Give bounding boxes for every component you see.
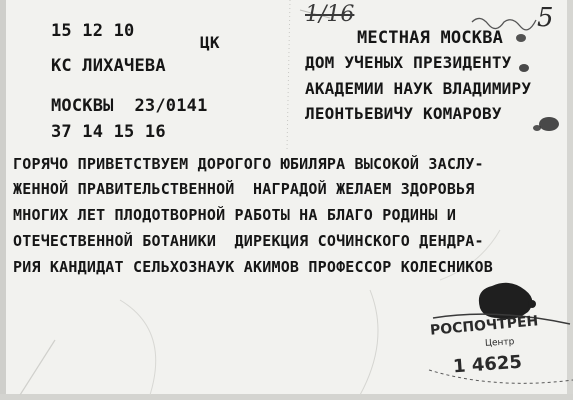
- message-line-4: ОТЕЧЕСТВЕННОЙ БОТАНИКИ ДИРЕКЦИЯ СОЧИНСКОГО ДЕНДРА-: [13, 232, 484, 250]
- address-line-3: АКАДЕМИИ НАУК ВЛАДИМИРУ: [305, 79, 532, 98]
- stamp-subtitle: Центр: [484, 337, 515, 349]
- message-line-2: ЖЕННОЙ ПРАВИТЕЛЬСТВЕННОЙ НАГРАДОЙ ЖЕЛАЕМ ЗДОРОВЬЯ: [13, 180, 475, 198]
- address-line-2: ДОМ УЧЕНЫХ ПРЕЗИДЕНТУ: [305, 53, 512, 72]
- service-numbers: 37 14 15 16: [51, 122, 166, 142]
- address-line-4: ЛЕОНТЬЕВИЧУ КОМАРОВУ: [305, 104, 502, 123]
- handwritten-corner-number: 5: [537, 3, 554, 33]
- origin-place-time: МОСКВЫ 23/0141: [51, 96, 208, 116]
- office-code: ЦК: [200, 33, 220, 52]
- message-line-5: РИЯ КАНДИДАТ СЕЛЬХОЗНАУК АКИМОВ ПРОФЕССОР КОЛЕСНИКОВ: [13, 258, 493, 276]
- message-line-3: МНОГИХ ЛЕТ ПЛОДОТВОРНОЙ РАБОТЫ НА БЛАГО РОДИНЫ И: [13, 206, 457, 224]
- address-line-1: МЕСТНАЯ МОСКВА: [357, 28, 504, 48]
- postal-stamp: [425, 310, 573, 400]
- message-line-1: ГОРЯЧО ПРИВЕТСТВУЕМ ДОРОГОГО ЮБИЛЯРА ВЫСОКОЙ ЗАСЛУ-: [13, 155, 484, 173]
- sender-name: КС ЛИХАЧЕВА: [51, 56, 166, 76]
- date-line: 15 12 10: [51, 21, 135, 41]
- handwritten-mark-top: 1/16: [305, 2, 355, 27]
- stamp-title: РОСПОЧТРЕН: [429, 313, 539, 339]
- stamp-number: 1 4625: [452, 351, 523, 378]
